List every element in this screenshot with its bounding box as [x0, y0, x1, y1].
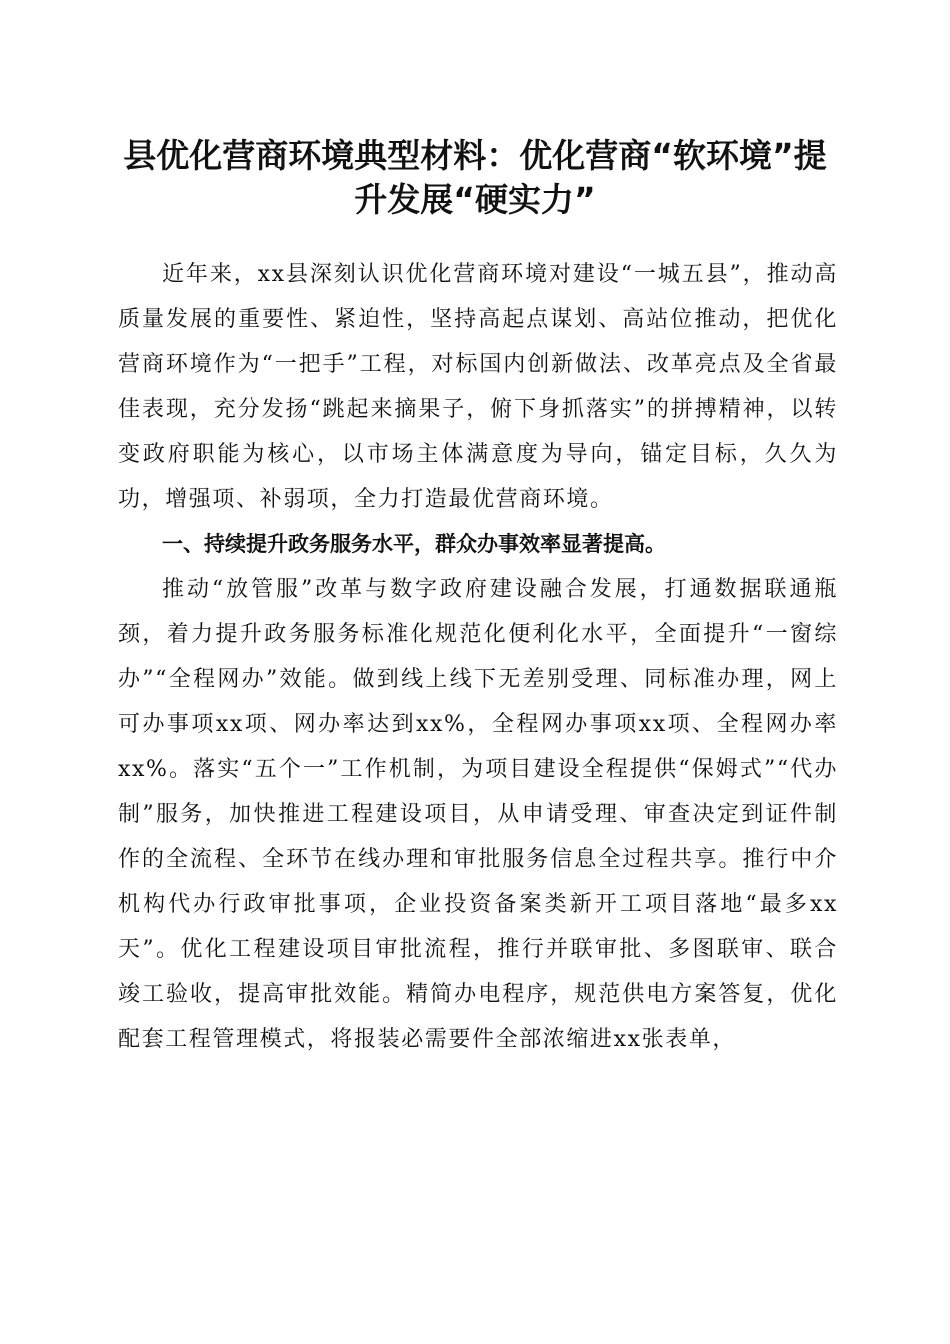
- document-body: [118, 252, 838, 1062]
- section-1-paragraph: 推动“放管服”改革与数字政府建设融合发展，打通数据联通瓶颈，着力提升政务服务标准化规范化便利化水平，全面提升“一窗综办”“全程网办”效能。做到线上线下无差别受理、同标准办理，网上可办事项xx项、网办率达到xx%，全程网办事项xx项、全程网办率xx%。落实“五个一”工作机制，为项目建设全程提供“保姆式”“代办制”服务，加快推进工程建设项目，从申请受理、审查决定到证件制作的全流程、全环节在线办理和审批服务信息全过程共享。推行中介机构代办行政审批事项，企业投资备案类新开工项目落地“最多xx天”。优化工程建设项目审批流程，推行并联审批、多图联审、联合竣工验收，提高审批效能。精简办电程序，规范供电方案答复，优化配套工程管理模式，将报装必需要件全部浓缩进xx张表单，: [118, 577, 838, 1052]
- document-title: 县优化营商环境典型材料：优化营商“软环境”提升发展“硬实力”: [123, 136, 827, 219]
- intro-paragraph: 近年来，xx县深刻认识优化营商环境对建设“一城五县”，推动高质量发展的重要性、紧迫性，坚持高起点谋划、高站位推动，把优化营商环境作为“一把手”工程，对标国内创新做法、改革亮点及全省最佳表现，充分发扬“跳起来摘果子，俯下身抓落实”的拼搏精神，以转变政府职能为核心，以市场主体满意度为导向，锚定目标，久久为功，增强项、补弱项，全力打造最优营商环境。: [118, 262, 838, 512]
- section-heading-1: 一、持续提升政务服务水平，群众办事效率显著提高。: [162, 532, 666, 556]
